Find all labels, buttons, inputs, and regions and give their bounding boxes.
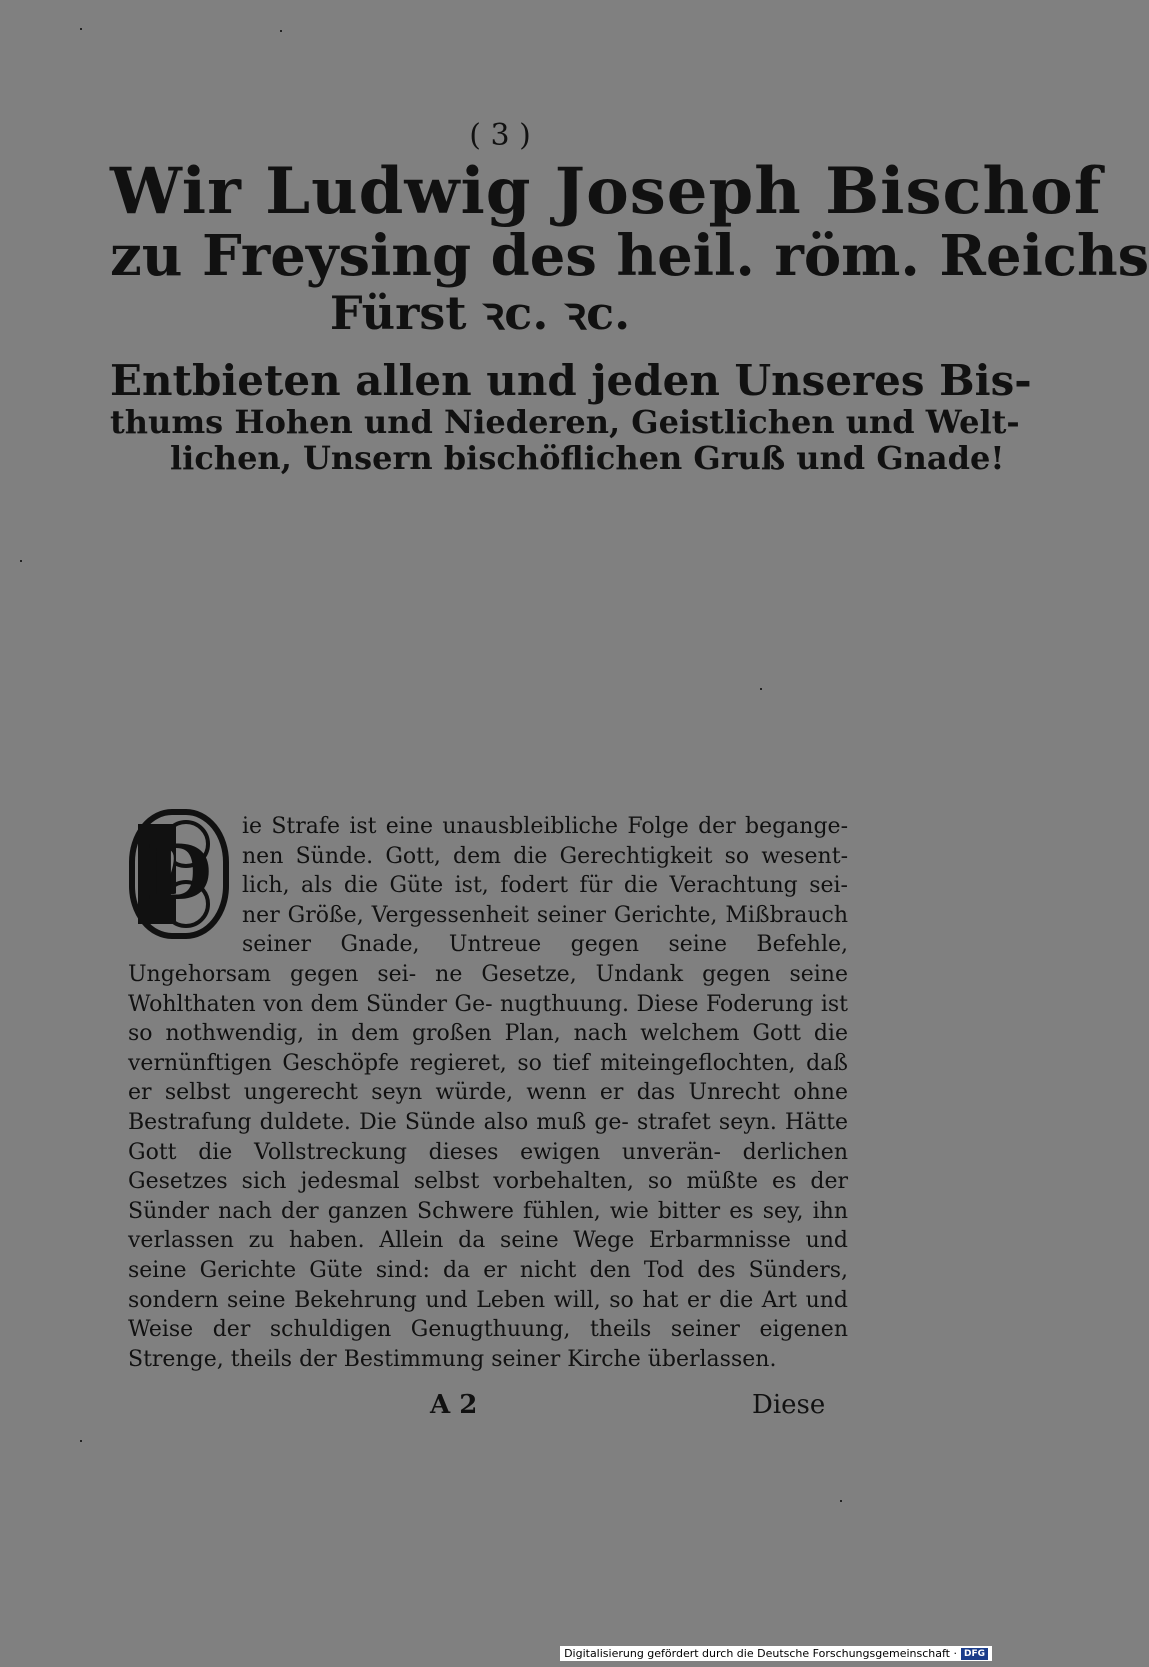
greeting-block <box>110 356 1032 477</box>
credit-text: Digitalisierung gefördert durch die Deutsche Forschungsgemeinschaft · <box>564 1647 957 1660</box>
speck <box>20 560 22 562</box>
page-number: ( 3 ) <box>469 118 531 153</box>
speck <box>840 1500 842 1502</box>
body-text: ie Strafe ist eine unausbleibliche Folge der begange- nen Sünde. Gott, dem die Gerechtigkeit so wesent- lich, als die Güte ist, fodert für die Verachtung sei- ner Größe, Vergessenheit seiner Gerichte, Mißbrauch seiner Gnade, Untreue gegen seine Befehle, Ungehorsam gegen sei- ne Gesetze, Undank gegen seine Wohlthaten von dem Sünder Ge- nugthuung. Diese Foderung ist so nothwendig, in dem großen Plan, nach welchem Gott die vernünftigen Geschöpfe regieret, so tief miteingeflochten, daß er selbst ungerecht seyn würde, wenn er das Unrecht ohne Bestrafung duldete. Die Sünde also muß ge- strafet seyn. Hätte Gott die Vollstreckung dieses ewigen unverän- derlichen Gesetzes sich jedesmal selbst vorbehalten, so müßte es der Sünder nach der ganzen Schwere fühlen, wie bitter es sey, ihn verlassen zu haben. Allein da seine Wege Erbarmnisse und seine Gerichte Güte sind: da er nicht den Tod des Sünders, sondern seine Bekehrung und Leben will, so hat er die Art und Weise der schuldigen Genugthuung, theils seiner eigenen Strenge, theils der Bestimmung seiner Kirche überlassen. <box>128 814 848 1372</box>
speck <box>760 688 762 690</box>
greeting-line-2: thums Hohen und Niederen, Geistlichen und Welt- <box>110 403 1020 441</box>
catchword: Diese <box>752 1390 826 1420</box>
greeting-line-3: lichen, Unsern bischöflichen Gruß und Gnade! <box>170 439 1005 477</box>
speck <box>80 28 82 30</box>
title-line-3: Fürst ꝛc. ꝛc. <box>329 286 631 340</box>
ornamental-initial-d <box>128 804 230 944</box>
body-paragraph <box>128 812 848 1374</box>
title-line-2: zu Freysing des heil. röm. Reichs <box>110 223 1149 289</box>
title-line-1: Wir Ludwig Joseph Bischof <box>110 154 1103 229</box>
greeting-line-1: Entbieten allen und jeden Unseres Bis- <box>110 356 1032 405</box>
speck <box>80 1440 82 1442</box>
dropcap-letter: D <box>146 828 212 917</box>
title-block <box>110 154 1149 340</box>
speck <box>280 30 282 32</box>
digitization-credit <box>560 1646 992 1661</box>
signature-mark: A 2 <box>430 1390 478 1420</box>
dfg-logo: DFG <box>961 1648 988 1660</box>
